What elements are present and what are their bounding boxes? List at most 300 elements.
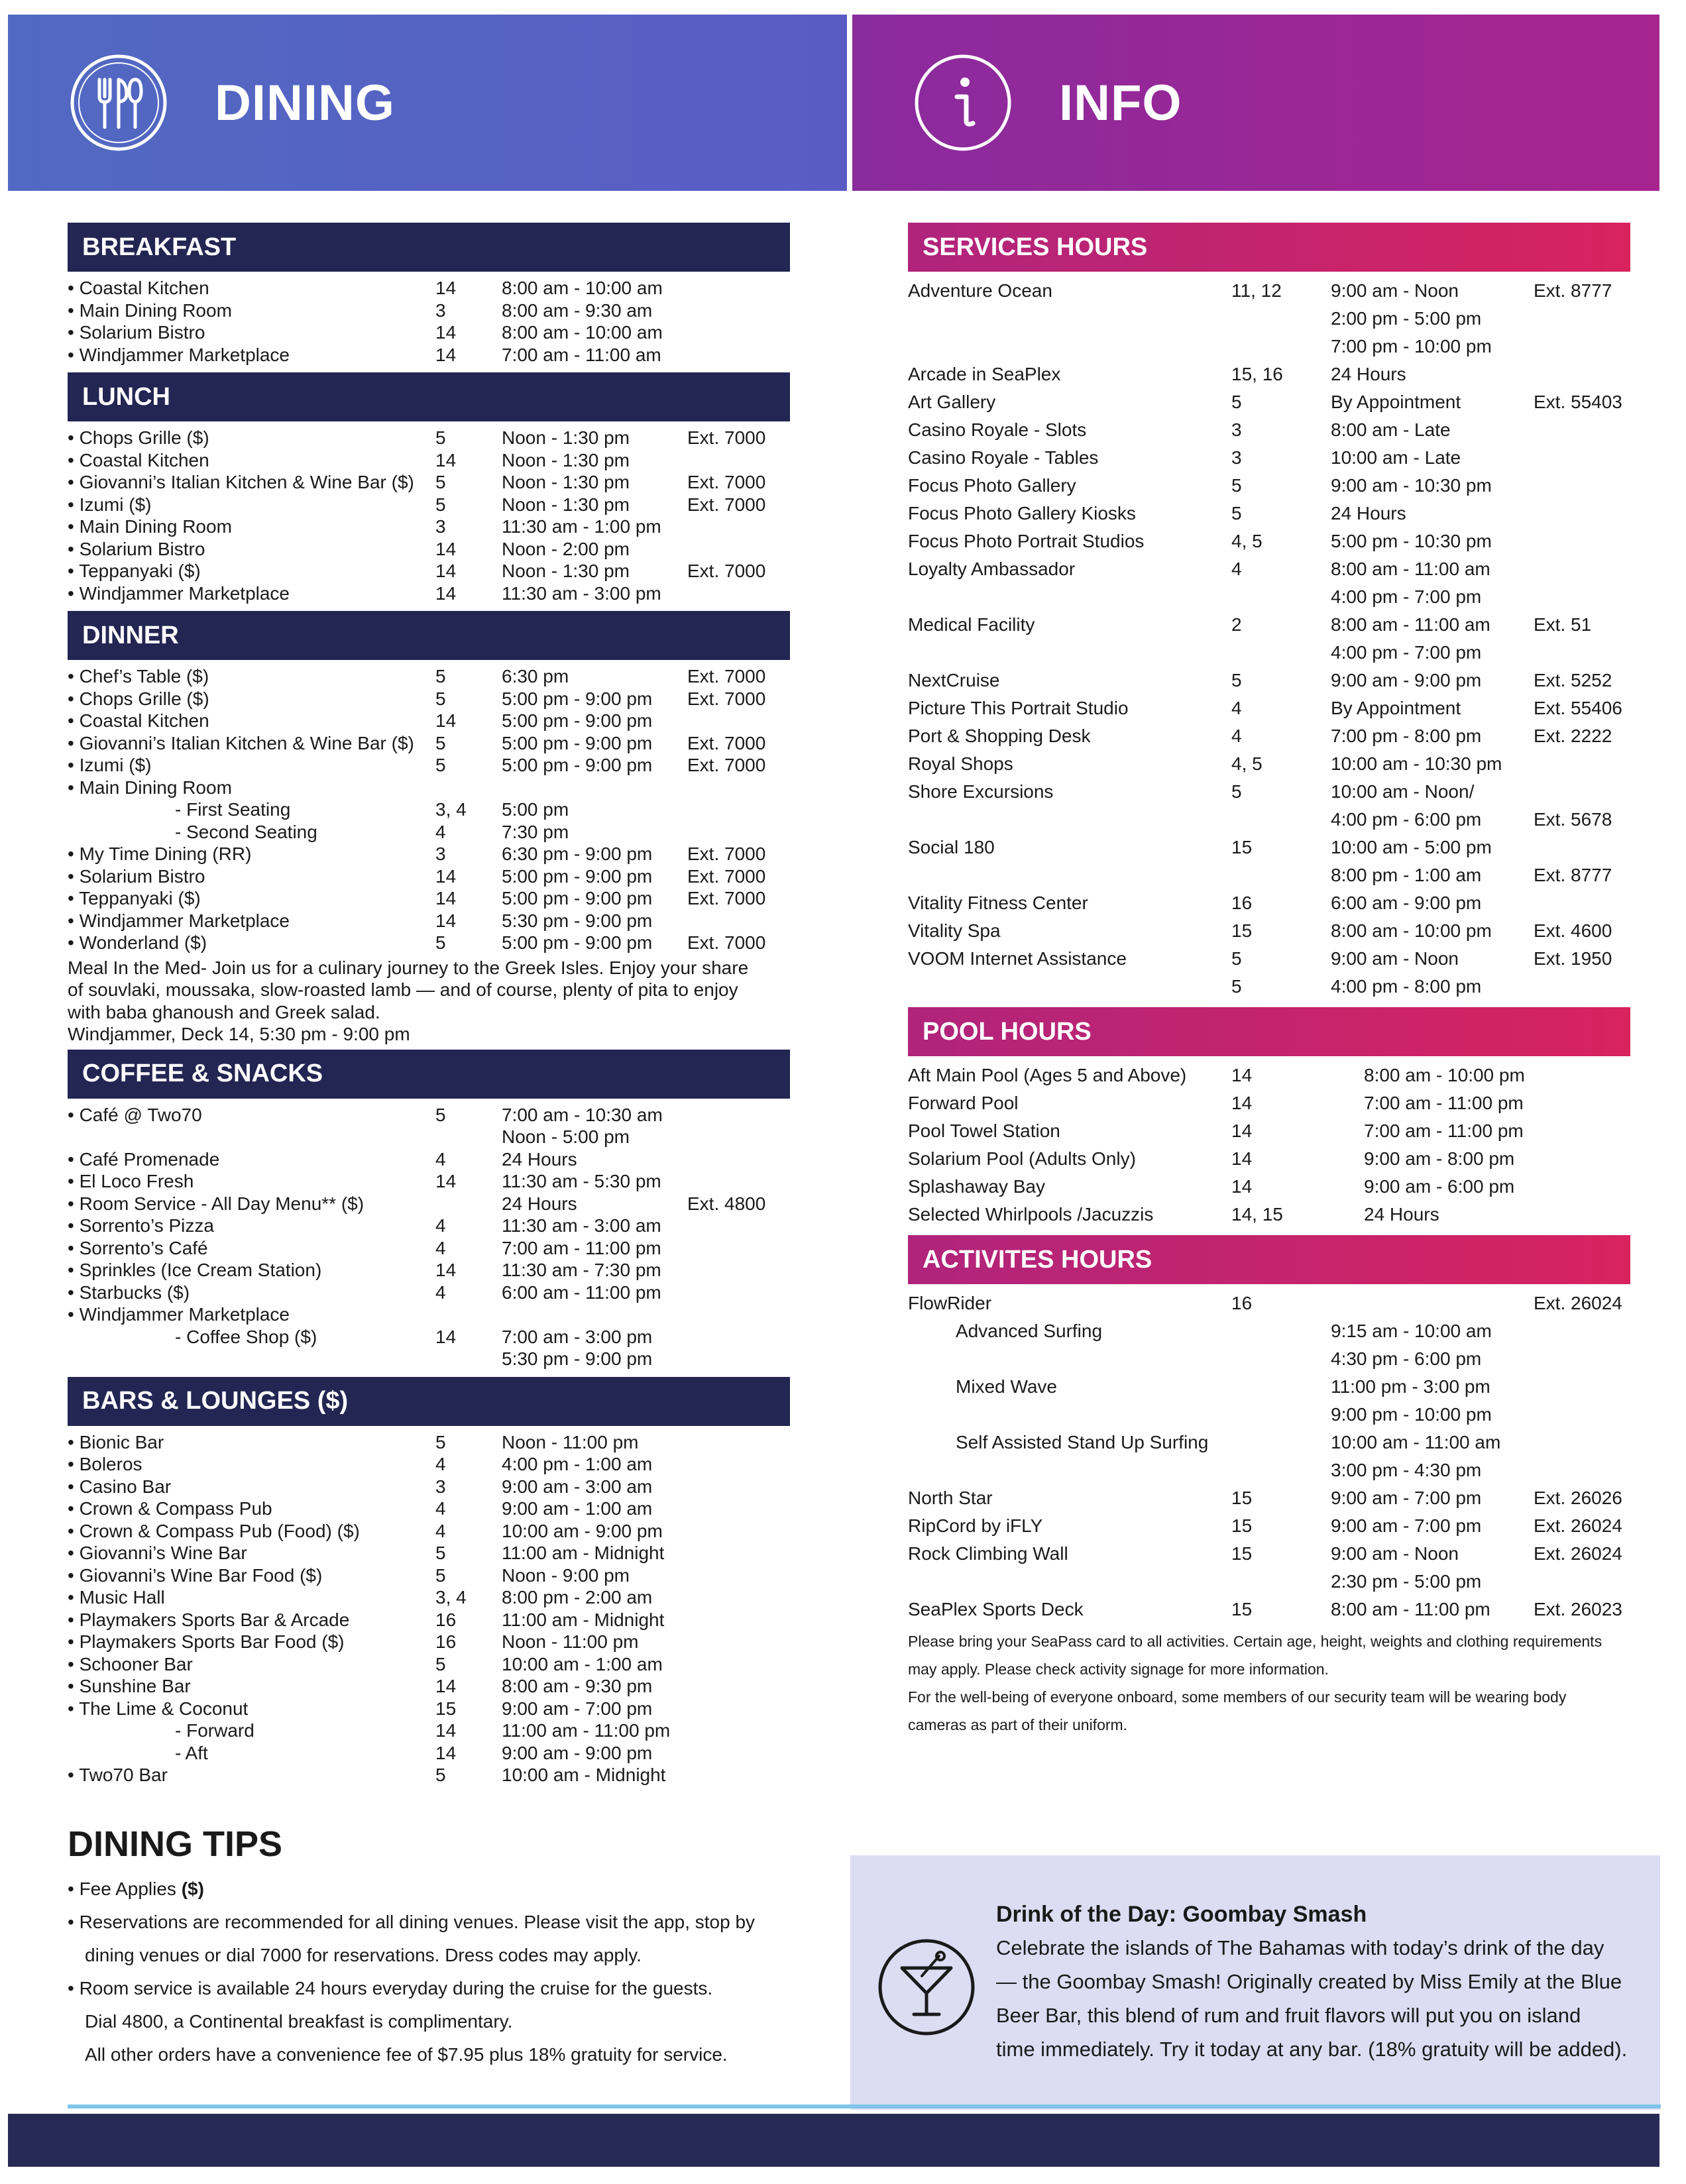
table-row	[68, 1609, 790, 1631]
footer-accent-line	[68, 2104, 1661, 2108]
cell-hours: 10:00 am - 10:30 pm	[1331, 753, 1502, 774]
table-row	[908, 388, 1630, 416]
cell-name	[908, 305, 1231, 333]
cell-name: • Sorrento’s Pizza	[68, 1215, 214, 1236]
cell-name: • Giovanni’s Italian Kitchen & Wine Bar ($)	[68, 732, 414, 753]
cell-ext: Ext. 5678	[1534, 809, 1612, 830]
table-row	[908, 1512, 1630, 1540]
cell-name: • Izumi ($)	[68, 494, 152, 515]
cell-deck: 5	[435, 494, 446, 515]
table-row	[908, 1173, 1630, 1201]
table-row	[908, 472, 1630, 500]
cell-ext	[687, 821, 790, 844]
cell-hours: 11:30 am - 3:00 am	[502, 1215, 661, 1236]
cell-deck: 14	[435, 538, 457, 559]
cell-ext	[687, 538, 790, 561]
cell-hours: 11:30 am - 1:00 pm	[502, 516, 661, 537]
cell-ext	[1534, 834, 1630, 861]
cell-hours: 9:00 am - Noon	[1331, 1543, 1459, 1564]
cell-ext	[1534, 500, 1630, 527]
cell-deck: 14	[1231, 1176, 1253, 1197]
cell-ext	[687, 582, 790, 605]
cell-hours: 9:00 pm - 10:00 pm	[1331, 1404, 1492, 1425]
cell-deck: 14	[435, 449, 457, 470]
cell-ext	[1534, 527, 1630, 555]
table-row	[68, 798, 790, 821]
cell-deck: 4	[435, 1215, 446, 1236]
cell-hours: 10:00 am - 11:00 am	[1331, 1432, 1501, 1452]
dining-tips	[68, 1824, 803, 2071]
cell-hours: 7:00 am - 11:00 pm	[1364, 1093, 1524, 1113]
cell-hours: Noon - 5:00 pm	[502, 1126, 630, 1147]
cell-name: • Coastal Kitchen	[68, 449, 209, 470]
dining-header-band	[8, 15, 847, 191]
table-row	[908, 694, 1630, 722]
cell-hours: 9:00 am - 1:00 am	[502, 1498, 653, 1519]
cell-hours: 11:00 am - Midnight	[502, 1609, 665, 1630]
table-row	[68, 1259, 790, 1282]
cell-deck: 14	[435, 1720, 457, 1741]
cell-ext: Ext. 7000	[687, 865, 766, 887]
table-row	[908, 1345, 1630, 1373]
cell-deck	[1231, 1568, 1331, 1596]
cell-hours	[502, 1303, 687, 1326]
cell-hours: 4:00 pm - 6:00 pm	[1331, 809, 1482, 830]
cell-ext	[687, 300, 790, 322]
cell-hours: 8:00 am - 10:00 am	[502, 278, 663, 298]
cell-deck: 3, 4	[435, 1587, 467, 1608]
drink-line: Celebrate the islands of The Bahamas with today’s drink of the day	[996, 1936, 1604, 1959]
cocktail-icon	[877, 1938, 976, 2037]
cell-ext	[687, 1542, 790, 1564]
drink-line: time immediately. Try it today at any bar. (18% gratuity will be added).	[996, 2038, 1628, 2061]
cell-ext	[1534, 444, 1630, 472]
cell-name: Arcade in SeaPlex	[908, 364, 1061, 384]
drink-line: Beer Bar, this blend of rum and fruit flavors will put you on island	[996, 2004, 1581, 2027]
cell-deck: 5	[1231, 670, 1242, 690]
cell-name: • Coastal Kitchen	[68, 710, 209, 731]
table-row	[68, 427, 790, 449]
cell-ext	[1534, 1401, 1630, 1429]
cell-ext	[1534, 1345, 1630, 1373]
cell-deck: 3	[435, 300, 446, 321]
table-row	[68, 449, 790, 472]
table-row	[68, 865, 790, 888]
cell-deck: 4	[1231, 559, 1242, 579]
cell-hours: Noon - 1:30 pm	[502, 472, 630, 492]
cell-hours: 7:00 am - 11:00 am	[502, 344, 661, 365]
cell-hours: 8:00 am - 9:30 am	[502, 300, 653, 321]
cell-name: FlowRider	[908, 1293, 992, 1313]
table-row	[908, 1456, 1630, 1484]
table-row	[68, 1520, 790, 1543]
table-row	[908, 945, 1630, 973]
cell-ext	[687, 1586, 790, 1609]
blurb-line: Windjammer, Deck 14, 5:30 pm - 9:00 pm	[68, 1024, 410, 1044]
cell-deck	[1231, 1429, 1331, 1456]
cell-deck: 14	[435, 865, 457, 887]
cell-ext	[1534, 1456, 1630, 1484]
table-row	[68, 1431, 790, 1454]
cell-name: Social 180	[908, 837, 995, 857]
cell-deck: 4	[435, 1237, 446, 1258]
cell-ext: Ext. 26024	[1534, 1293, 1622, 1313]
cell-hours: 5:00 pm - 9:00 pm	[502, 755, 653, 775]
cell-name: • Room Service - All Day Menu** ($)	[68, 1193, 365, 1214]
cell-ext	[687, 321, 790, 344]
table-row	[68, 1237, 790, 1260]
cell-name: Casino Royale - Slots	[908, 419, 1087, 440]
cell-hours: 10:00 am - 5:00 pm	[1331, 837, 1492, 857]
cell-deck: 14	[435, 344, 457, 365]
table-row	[68, 1653, 790, 1676]
cell-deck	[1231, 861, 1331, 889]
cell-deck: 14	[435, 1260, 457, 1280]
table-row	[908, 778, 1630, 806]
cell-deck: 5	[435, 932, 446, 953]
cell-hours: 10:00 am - 9:00 pm	[502, 1520, 663, 1541]
cell-deck: 14	[435, 322, 457, 343]
cell-hours: 9:00 am - Noon	[1331, 280, 1459, 301]
cell-deck: 15	[1231, 1515, 1253, 1536]
cell-ext	[1534, 1373, 1630, 1401]
cell-ext: Ext. 4600	[1534, 920, 1612, 941]
cell-deck: 5	[435, 1104, 446, 1125]
cell-deck: 14	[435, 582, 457, 604]
table-row	[908, 1401, 1630, 1429]
cell-deck: 16	[1231, 893, 1253, 913]
cell-hours: 9:00 am - 7:00 pm	[1331, 1515, 1482, 1536]
cell-hours: 24 Hours	[1331, 503, 1406, 523]
cell-deck	[1231, 1345, 1331, 1373]
cell-name: • Wonderland ($)	[68, 932, 207, 953]
cell-deck: 5	[435, 732, 446, 753]
cell-hours: 9:00 am - 7:00 pm	[1331, 1488, 1482, 1508]
cell-hours: 11:30 am - 7:30 pm	[502, 1260, 661, 1280]
table-row	[68, 1348, 790, 1370]
cell-name: • Music Hall	[68, 1587, 165, 1608]
cell-ext: Ext. 7000	[687, 494, 766, 515]
cell-name: • Coastal Kitchen	[68, 278, 209, 298]
activity-notes	[908, 1627, 1630, 1739]
note-line: For the well-being of everyone onboard, some members of our security team will be wearing body	[908, 1688, 1567, 1706]
cell-ext	[687, 1764, 790, 1786]
cell-hours: 8:00 pm - 1:00 am	[1331, 865, 1482, 885]
cell-name: • Café @ Two70	[68, 1104, 202, 1125]
cell-deck: 3	[435, 844, 446, 864]
cell-name: Focus Photo Gallery	[908, 475, 1076, 496]
note-line: Please bring your SeaPass card to all activities. Certain age, height, weights and clothing requirements	[908, 1633, 1602, 1650]
tip-line: • Room service is available 24 hours everyday during the cruise for the guests.	[68, 1978, 713, 1998]
cell-ext: Ext. 26024	[1534, 1515, 1622, 1536]
cell-name: • Chef’s Table ($)	[68, 666, 209, 686]
table-row	[908, 305, 1630, 333]
cell-deck: 14	[435, 1676, 457, 1696]
cell-name: • Solarium Bistro	[68, 538, 205, 559]
table-row	[68, 582, 790, 605]
cell-ext	[687, 1237, 790, 1260]
cell-ext: Ext. 7000	[687, 427, 766, 448]
cell-ext	[687, 1215, 790, 1237]
cell-deck: 4, 5	[1231, 531, 1263, 551]
cell-name: • Two70 Bar	[68, 1765, 168, 1785]
cell-deck: 5	[1231, 503, 1242, 523]
cell-name	[908, 1456, 1231, 1484]
cell-name	[908, 333, 1231, 360]
cell-ext	[687, 1609, 790, 1631]
cell-ext: Ext. 7000	[687, 472, 766, 492]
cell-ext	[687, 1720, 790, 1742]
cell-hours: 10:00 am - Noon/	[1331, 781, 1475, 802]
table-row	[908, 834, 1630, 861]
cell-name	[908, 1401, 1231, 1429]
cell-ext	[687, 1431, 790, 1454]
section-breakfast: BREAKFAST	[68, 223, 790, 272]
table-row	[68, 1282, 790, 1304]
cell-name: • Chops Grille ($)	[68, 427, 209, 448]
cell-name: North Star	[908, 1488, 993, 1508]
table-row	[68, 1720, 790, 1742]
cell-ext	[1534, 639, 1630, 667]
cell-ext	[1534, 416, 1630, 444]
cell-ext	[687, 1498, 790, 1520]
cell-deck: 15, 16	[1231, 364, 1283, 384]
cell-name: Port & Shopping Desk	[908, 726, 1091, 746]
cell-hours: Noon - 11:00 pm	[502, 1431, 639, 1452]
cell-ext	[687, 449, 790, 472]
table-row	[68, 1303, 790, 1326]
cell-deck: 5	[1231, 976, 1242, 997]
cell-ext	[687, 798, 790, 821]
cell-ext	[687, 1653, 790, 1676]
cell-deck: 5	[1231, 781, 1242, 802]
cell-hours: 7:00 am - 11:00 pm	[502, 1237, 661, 1258]
cell-hours: 8:00 am - 10:00 am	[502, 322, 663, 343]
cell-name: • Playmakers Sports Bar Food ($)	[68, 1631, 345, 1652]
breakfast-table	[68, 277, 790, 366]
cell-hours: 10:00 am - 1:00 am	[502, 1653, 663, 1674]
cell-name: Aft Main Pool (Ages 5 and Above)	[908, 1065, 1187, 1085]
cell-deck	[1231, 1373, 1331, 1401]
tip-line: Dial 4800, a Continental breakfast is complimentary.	[85, 2011, 513, 2032]
cell-name: - Aft	[175, 1742, 208, 1763]
cell-name: • Windjammer Marketplace	[68, 344, 290, 365]
table-row	[68, 1104, 790, 1126]
cell-deck: 5	[435, 1564, 446, 1586]
cell-ext	[687, 710, 790, 732]
table-row	[68, 471, 790, 494]
cell-deck: 5	[435, 1543, 446, 1563]
cell-name: • Chops Grille ($)	[68, 688, 209, 709]
cell-name: • Crown & Compass Pub (Food) ($)	[68, 1520, 360, 1541]
cell-deck: 14	[1231, 1093, 1253, 1113]
table-row	[908, 444, 1630, 472]
table-row	[908, 1596, 1630, 1623]
table-row	[908, 1201, 1630, 1228]
cell-name: Splashaway Bay	[908, 1176, 1046, 1197]
cell-deck	[435, 1303, 502, 1326]
cell-ext	[687, 1520, 790, 1543]
table-row	[68, 777, 790, 799]
cell-name: Medical Facility	[908, 614, 1035, 635]
cell-deck: 16	[435, 1609, 457, 1630]
table-row	[68, 560, 790, 582]
cell-ext	[687, 516, 790, 538]
cell-deck: 5	[435, 1653, 446, 1674]
cell-hours: 7:30 pm	[502, 821, 569, 842]
cell-deck	[1231, 639, 1331, 667]
table-row	[68, 932, 790, 954]
cell-name: Pool Towel Station	[908, 1120, 1060, 1141]
table-row	[908, 806, 1630, 834]
cell-hours: Noon - 9:00 pm	[502, 1564, 630, 1586]
table-row	[908, 667, 1630, 694]
cell-ext	[687, 1326, 790, 1348]
table-row	[68, 1742, 790, 1765]
table-row	[68, 1453, 790, 1476]
table-row	[68, 1170, 790, 1193]
cell-ext: Ext. 8777	[1534, 280, 1612, 301]
cell-name: • Giovanni’s Italian Kitchen & Wine Bar ($)	[68, 472, 414, 492]
cell-hours: 24 Hours	[502, 1148, 577, 1170]
table-row	[68, 821, 790, 844]
cell-hours: 2:00 pm - 5:00 pm	[1331, 308, 1482, 329]
cell-deck: 14, 15	[1231, 1204, 1283, 1225]
cell-ext	[687, 1170, 790, 1193]
cell-ext: Ext. 1950	[1534, 948, 1612, 969]
cell-deck: 2	[1231, 614, 1242, 635]
cell-hours: 6:00 am - 11:00 pm	[502, 1282, 661, 1303]
cell-deck: 4, 5	[1231, 753, 1263, 774]
cell-ext: Ext. 26024	[1534, 1543, 1622, 1564]
cell-deck	[1231, 1317, 1331, 1345]
cell-hours: 5:00 pm	[502, 799, 569, 820]
tip-line: • Reservations are recommended for all dining venues. Please visit the app, stop by	[68, 1912, 756, 1932]
cell-name	[908, 973, 1231, 1001]
table-row	[908, 722, 1630, 750]
cell-name: • Sunshine Bar	[68, 1676, 191, 1696]
cell-hours: 11:30 am - 3:00 pm	[502, 582, 661, 604]
cell-deck: 14	[435, 910, 457, 931]
cell-ext	[687, 1148, 790, 1171]
cell-hours: 4:00 pm - 7:00 pm	[1331, 642, 1482, 663]
cell-name	[908, 861, 1231, 889]
cell-hours: 11:30 am - 5:30 pm	[502, 1171, 661, 1191]
cell-name: Selected Whirlpools /Jacuzzis	[908, 1204, 1154, 1225]
cell-hours: 2:30 pm - 5:00 pm	[1331, 1571, 1482, 1592]
cell-hours: 9:00 am - 6:00 pm	[1364, 1176, 1515, 1197]
cell-ext	[687, 1348, 790, 1370]
cell-hours: 8:00 am - 11:00 am	[1331, 559, 1490, 579]
table-row	[908, 277, 1630, 305]
cell-ext: Ext. 2222	[1534, 726, 1612, 746]
cell-hours: Noon - 1:30 pm	[502, 449, 630, 470]
table-row	[68, 1631, 790, 1653]
cell-deck: 3, 4	[435, 799, 467, 820]
table-row	[908, 917, 1630, 945]
cell-ext: Ext. 7000	[687, 561, 766, 581]
table-row	[68, 843, 790, 865]
table-row	[908, 1062, 1630, 1089]
table-row	[908, 1568, 1630, 1596]
cell-name	[68, 1126, 435, 1148]
cell-deck: 5	[435, 472, 446, 492]
table-row	[68, 321, 790, 344]
cell-ext: Ext. 7000	[687, 666, 766, 686]
table-row	[68, 1215, 790, 1237]
table-row	[908, 583, 1630, 611]
cell-ext: Ext. 7000	[687, 932, 766, 953]
cell-ext	[1534, 555, 1630, 583]
blurb-line: with baba ghanoush and Greek salad.	[68, 1001, 380, 1022]
cell-deck: 14	[1231, 1148, 1253, 1169]
cell-name: • Main Dining Room	[68, 300, 232, 321]
cell-hours: 7:00 am - 10:30 am	[502, 1104, 663, 1125]
cell-hours: 7:00 pm - 10:00 pm	[1331, 336, 1492, 356]
table-row	[68, 516, 790, 538]
section-bars-lounges: BARS & LOUNGES ($)	[68, 1377, 790, 1426]
cell-hours: 9:00 am - 7:00 pm	[502, 1698, 653, 1719]
cell-deck: 15	[435, 1698, 457, 1719]
table-row	[908, 1117, 1630, 1145]
cell-hours: Noon - 1:30 pm	[502, 561, 630, 581]
meal-in-the-med-blurb	[68, 957, 790, 1046]
cell-name: • El Loco Fresh	[68, 1171, 194, 1191]
blurb-line: Meal In the Med- Join us for a culinary journey to the Greek Isles. Enjoy your share	[68, 957, 749, 978]
table-row	[68, 665, 790, 688]
cell-hours: 5:00 pm - 9:00 pm	[502, 710, 653, 731]
cell-ext	[1534, 360, 1630, 388]
table-row	[68, 710, 790, 732]
table-row	[908, 1484, 1630, 1512]
cell-name: • Windjammer Marketplace	[68, 910, 290, 931]
cell-deck	[435, 1193, 502, 1215]
cell-ext: Ext. 5252	[1534, 670, 1612, 690]
cell-name: • Windjammer Marketplace	[68, 1304, 290, 1325]
cell-hours	[502, 777, 687, 799]
cell-hours: 7:00 pm - 8:00 pm	[1331, 726, 1482, 746]
cell-deck: 14	[435, 1171, 457, 1191]
cell-name: VOOM Internet Assistance	[908, 948, 1127, 969]
cell-name: Shore Excursions	[908, 781, 1054, 802]
cell-name: • Solarium Bistro	[68, 322, 205, 343]
tip-reservations	[68, 1906, 803, 1972]
cell-hours: 24 Hours	[1364, 1204, 1439, 1225]
table-row	[68, 910, 790, 932]
cell-deck: 3	[435, 516, 446, 537]
cell-name: • Giovanni’s Wine Bar	[68, 1543, 247, 1563]
cell-deck: 14	[435, 1326, 457, 1347]
cell-name: • Starbucks ($)	[68, 1282, 190, 1303]
cell-deck: 14	[435, 888, 457, 908]
cell-hours: 5:30 pm - 9:00 pm	[502, 910, 653, 931]
cell-name: • Sprinkles (Ice Cream Station)	[68, 1260, 322, 1280]
cell-hours: 4:00 pm - 8:00 pm	[1331, 976, 1482, 997]
cell-name: • Giovanni’s Wine Bar Food ($)	[68, 1564, 323, 1586]
table-row	[68, 1564, 790, 1587]
cell-name: Rock Climbing Wall	[908, 1543, 1068, 1564]
cell-ext	[1534, 333, 1630, 360]
cell-hours: By Appointment	[1331, 392, 1461, 412]
cell-hours: 8:00 am - 10:00 pm	[1331, 920, 1492, 941]
cell-name: • Windjammer Marketplace	[68, 582, 290, 604]
cell-name: • Casino Bar	[68, 1476, 172, 1497]
cell-deck	[1231, 806, 1331, 834]
cell-hours: 9:00 am - 3:00 am	[502, 1476, 653, 1497]
cell-name: • My Time Dining (RR)	[68, 844, 252, 864]
table-row	[908, 973, 1630, 1001]
cell-name: Mixed Wave	[956, 1376, 1058, 1397]
